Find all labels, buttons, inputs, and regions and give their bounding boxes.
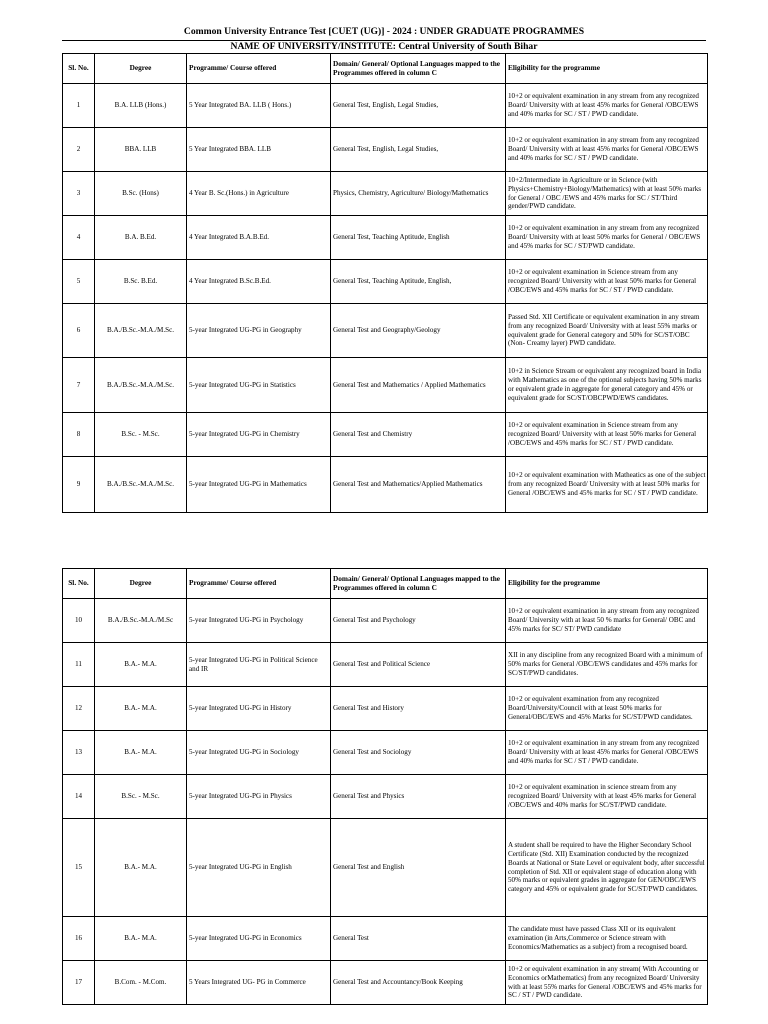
- cell-domain: General Test, Teaching Aptitude, English: [331, 216, 506, 260]
- cell-degree: B.Sc. B.Ed.: [95, 260, 187, 304]
- cell-degree: B.A.- M.A.: [95, 917, 187, 961]
- cell-sl-no: 2: [63, 128, 95, 172]
- cell-sl-no: 9: [63, 457, 95, 513]
- cell-eligibility: 10+2 or equivalent examination in science stream from any recognized Board/ University with at least 45% marks for General /OBC/EWS and 40% marks for SC/ST/PWD candidate.: [506, 775, 708, 819]
- cell-programme: 4 Year Integrated B.Sc.B.Ed.: [187, 260, 331, 304]
- cell-programme: 5-year Integrated UG-PG in Sociology: [187, 731, 331, 775]
- table-row: [63, 128, 708, 172]
- table-row: [63, 216, 708, 260]
- table-row: [63, 775, 708, 819]
- cell-degree: B.A./B.Sc.-M.A./M.Sc.: [95, 358, 187, 413]
- cell-eligibility: 10+2 or equivalent examination in any stream from any recognized Board/ University with at least 45% marks for General /OBC/EWS and 40% marks for SC / ST / PWD candidate.: [506, 731, 708, 775]
- cell-eligibility: XII in any discipline from any recognized Board with a minimum of 50% marks for General /OBC/EWS candidates and 45% marks for SC/ST/PWD candidates.: [506, 643, 708, 687]
- cell-programme: 5-year Integrated UG-PG in Mathematics: [187, 457, 331, 513]
- programmes-table-1: [62, 53, 708, 513]
- cell-sl-no: 8: [63, 413, 95, 457]
- table-row: [63, 731, 708, 775]
- cell-eligibility: 10+2 or equivalent examination in any stream from any recognized Board/ University with at least 45% marks for General /OBC/EWS and 40% marks for SC / ST / PWD candidate.: [506, 128, 708, 172]
- table-row: [63, 413, 708, 457]
- cell-eligibility: 10+2/Intermediate in Agriculture or in Science (with Physics+Chemistry+Biology/Mathematics) with at least 50% marks for General / OBC /EWS and 45% marks for SC / ST/Third gender/PWD candidate.: [506, 172, 708, 216]
- cell-sl-no: 17: [63, 961, 95, 1005]
- cell-programme: 4 Year B. Sc.(Hons.) in Agriculture: [187, 172, 331, 216]
- table-row: [63, 917, 708, 961]
- col-sl-no: Sl. No.: [63, 569, 95, 599]
- table-2-body: [63, 599, 708, 1005]
- cell-sl-no: 11: [63, 643, 95, 687]
- cell-domain: General Test and Mathematics/Applied Mathematics: [331, 457, 506, 513]
- col-programme: Programme/ Course offered: [187, 569, 331, 599]
- cell-eligibility: 10+2 or equivalent examination in any stream from any recognized Board/ University with at least 50% marks for General / OBC/EWS and 45% marks for SC / ST/PWD candidate.: [506, 216, 708, 260]
- cell-domain: General Test, Teaching Aptitude, English,: [331, 260, 506, 304]
- cell-domain: General Test and Geography/Geology: [331, 304, 506, 358]
- table-row: [63, 599, 708, 643]
- cell-eligibility: 10+2 or equivalent examination in Science stream from any recognized Board/ University with at least 50% marks for General /OBC/EWS and 45% marks for SC / ST / PWD candidate.: [506, 413, 708, 457]
- cell-domain: General Test and Chemistry: [331, 413, 506, 457]
- col-eligibility: Eligibility for the programme: [506, 54, 708, 84]
- cell-domain: General Test and Psychology: [331, 599, 506, 643]
- col-eligibility: Eligibility for the programme: [506, 569, 708, 599]
- cell-programme: 5-year Integrated UG-PG in Physics: [187, 775, 331, 819]
- cell-degree: B.Com. - M.Com.: [95, 961, 187, 1005]
- cell-eligibility: Passed Std. XII Certificate or equivalent examination in any stream from any recognized Board/ University with at least 55% marks or equivalent grade for General category and 50% for SC/ST/OBC (Non- Creamy layer) PWD candidate.: [506, 304, 708, 358]
- cell-eligibility: 10+2 or equivalent examination with Matheatics as one of the subject from any recognized Board/ University with at least 50% marks for General /OBC/EWS and 45% marks for SC / ST / PWD candidate.: [506, 457, 708, 513]
- cell-sl-no: 10: [63, 599, 95, 643]
- cell-programme: 5-year Integrated UG-PG in History: [187, 687, 331, 731]
- cell-sl-no: 13: [63, 731, 95, 775]
- table-row: [63, 961, 708, 1005]
- cell-domain: General Test, English, Legal Studies,: [331, 128, 506, 172]
- table-row: [63, 643, 708, 687]
- cell-domain: General Test and Mathematics / Applied Mathematics: [331, 358, 506, 413]
- cell-degree: B.A.- M.A.: [95, 731, 187, 775]
- programmes-table-2: [62, 568, 708, 1005]
- cell-sl-no: 6: [63, 304, 95, 358]
- cell-sl-no: 12: [63, 687, 95, 731]
- col-programme: Programme/ Course offered: [187, 54, 331, 84]
- table-row: [63, 304, 708, 358]
- cell-eligibility: A student shall be required to have the Higher Secondary School Certificate (Std. XII) Examination conducted by the recognized Boards at National or State Level or equivalent body, after successful completion of Std. XII or equivalent stage of education along with 50% marks or equivalent grades in aggregate for GEN/OBC/EWS category and 45% or equivalent grade for SC/ST/PWD candidates.: [506, 819, 708, 917]
- cell-degree: B.A./B.Sc.-M.A./M.Sc.: [95, 304, 187, 358]
- table-row: [63, 172, 708, 216]
- cell-sl-no: 3: [63, 172, 95, 216]
- cell-sl-no: 5: [63, 260, 95, 304]
- col-domain: Domain/ General/ Optional Languages mapped to the Programmes offered in column C: [331, 569, 506, 599]
- col-degree: Degree: [95, 569, 187, 599]
- cell-degree: B.A.- M.A.: [95, 643, 187, 687]
- cell-degree: B.A./B.Sc.-M.A./M.Sc.: [95, 457, 187, 513]
- cell-sl-no: 15: [63, 819, 95, 917]
- cell-domain: General Test: [331, 917, 506, 961]
- cell-degree: B.A.- M.A.: [95, 687, 187, 731]
- cell-domain: Physics, Chemistry, Agriculture/ Biology/Mathematics: [331, 172, 506, 216]
- cell-domain: General Test, English, Legal Studies,: [331, 84, 506, 128]
- cell-degree: B.A.- M.A.: [95, 819, 187, 917]
- cell-domain: General Test and Physics: [331, 775, 506, 819]
- cell-programme: 4 Year Integrated B.A.B.Ed.: [187, 216, 331, 260]
- cell-eligibility: 10+2 or equivalent examination in Science stream from any recognized Board/ University with at least 50% marks for General /OBC/EWS and 45% marks for SC / ST / PWD candidate.: [506, 260, 708, 304]
- cell-programme: 5 Years Integrated UG- PG in Commerce: [187, 961, 331, 1005]
- cell-degree: B.Sc. - M.Sc.: [95, 413, 187, 457]
- cell-degree: B.A. LLB (Hons.): [95, 84, 187, 128]
- cell-sl-no: 4: [63, 216, 95, 260]
- university-name: NAME OF UNIVERSITY/INSTITUTE: Central University of South Bihar: [62, 40, 706, 53]
- cell-programme: 5-year Integrated UG-PG in English: [187, 819, 331, 917]
- table-row: [63, 687, 708, 731]
- table-row: [63, 358, 708, 413]
- table-row: [63, 457, 708, 513]
- cell-programme: 5-year Integrated UG-PG in Economics: [187, 917, 331, 961]
- table-1-body: [63, 84, 708, 513]
- table-row: [63, 819, 708, 917]
- cell-programme: 5-year Integrated UG-PG in Statistics: [187, 358, 331, 413]
- cell-domain: General Test and History: [331, 687, 506, 731]
- cell-domain: General Test and Accountancy/Book Keeping: [331, 961, 506, 1005]
- cell-programme: 5-year Integrated UG-PG in Psychology: [187, 599, 331, 643]
- cell-programme: 5 Year Integrated BA. LLB ( Hons.): [187, 84, 331, 128]
- cell-degree: B.Sc. (Hons): [95, 172, 187, 216]
- cell-degree: BBA. LLB: [95, 128, 187, 172]
- col-sl-no: Sl. No.: [63, 54, 95, 84]
- cell-degree: B.A./B.Sc.-M.A./M.Sc: [95, 599, 187, 643]
- cell-eligibility: 10+2 or equivalent examination in any stream from any recognized Board/ University with at least 50 % marks for General/ OBC and 45% marks for SC/ ST/ PWD candidate: [506, 599, 708, 643]
- cell-eligibility: 10+2 or equivalent examination in any stream( With Accounting or Economics orMathematics) from any recognized Board/ University with at least 55% marks for General /OBC/EWS and 45% marks for SC / ST / PWD candidate.: [506, 961, 708, 1005]
- document-title: Common University Entrance Test [CUET (UG)] - 2024 : UNDER GRADUATE PROGRAMMES: [183, 26, 585, 37]
- cell-sl-no: 1: [63, 84, 95, 128]
- cell-sl-no: 16: [63, 917, 95, 961]
- table-row: [63, 84, 708, 128]
- col-degree: Degree: [95, 54, 187, 84]
- cell-sl-no: 7: [63, 358, 95, 413]
- cell-degree: B.A. B.Ed.: [95, 216, 187, 260]
- cell-eligibility: 10+2 or equivalent examination from any recognized Board/University/Council with at least 50% marks for General/OBC/EWS and 45% Marks for SC/ST/PWD candidates.: [506, 687, 708, 731]
- cell-domain: General Test and Sociology: [331, 731, 506, 775]
- cell-eligibility: 10+2 or equivalent examination in any stream from any recognized Board/ University with at least 45% marks for General /OBC/EWS and 40% marks for SC / ST / PWD candidate.: [506, 84, 708, 128]
- cell-programme: 5-year Integrated UG-PG in Geography: [187, 304, 331, 358]
- table-row: [63, 260, 708, 304]
- cell-programme: 5 Year Integrated BBA. LLB: [187, 128, 331, 172]
- cell-sl-no: 14: [63, 775, 95, 819]
- cell-domain: General Test and Political Science: [331, 643, 506, 687]
- cell-eligibility: The candidate must have passed Class XII or its equivalent examination (in Arts,Commerce or Science stream with Economics/Mathematics as a subject) from a recognised board.: [506, 917, 708, 961]
- col-domain: Domain/ General/ Optional Languages mapped to the Programmes offered in column C: [331, 54, 506, 84]
- cell-programme: 5-year Integrated UG-PG in Chemistry: [187, 413, 331, 457]
- cell-eligibility: 10+2 in Science Stream or equivalent any recognized board in India with Mathematics as one of the optional subjects having 50% marks or equivalent grade in aggregate for general category and 45% or equivalent grade for SC/ST/OBCPWD/EWS candidates.: [506, 358, 708, 413]
- cell-degree: B.Sc. - M.Sc.: [95, 775, 187, 819]
- cell-domain: General Test and English: [331, 819, 506, 917]
- cell-programme: 5-year Integrated UG-PG in Political Science and IR: [187, 643, 331, 687]
